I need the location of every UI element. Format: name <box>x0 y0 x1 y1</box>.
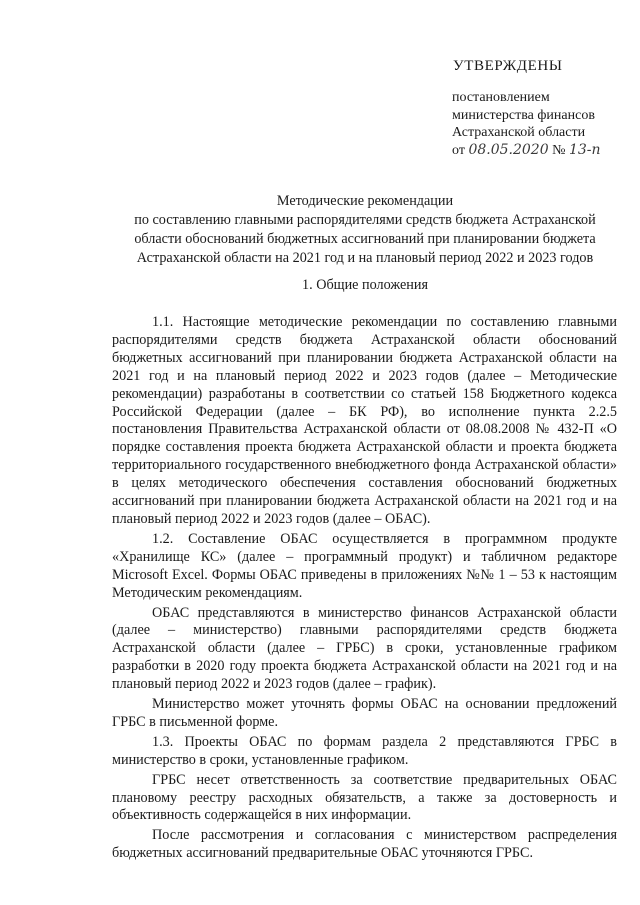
section-heading: 1. Общие положения <box>302 277 428 293</box>
title-line-4: Астраханской области на 2021 год и на плановый период 2022 и 2023 годов <box>136 250 594 266</box>
sig-prefix: от <box>452 142 465 158</box>
approval-line-1: постановлением <box>452 90 550 105</box>
approval-block <box>452 58 632 159</box>
paragraph-1-1: 1.1. Настоящие методические рекомендации по составлению главными распорядителями средств бюджета Астраханской области обоснований бюджетных ассигнований при планировании бюджета Астраханской области на 2021 год и на плановый период 2022 и 2023 годов (далее – Методические рекомендации) разработаны в соответствии со статьей 158 Бюджетного кодекса Российской Федерации (далее – БК РФ), во исполнение пункта 2.2.5 постановления Правительства Астраханской области от 08.08.2008 № 432-П «О порядке составления проекта бюджета Астраханской области и проекта бюджета территориального государственного внебюджетного фонда Астраханской области» в целях методического обеспечения составления обоснований бюджетных ассигнований при планировании бюджета Астраханской области на 2021 год и на плановый период 2022 и 2023 годов (далее – ОБАС). <box>112 314 617 527</box>
paragraph-grbs-responsibility: ГРБС несет ответственность за соответствие предварительных ОБАС плановому реестру расходных обязательств, а также за достоверность и объективность содержащейся в них информации. <box>112 771 617 824</box>
approval-signature-line <box>452 142 632 160</box>
paragraph-ministry-forms: Министерство может уточнять формы ОБАС на основании предложений ГРБС в письменной форме. <box>112 696 617 730</box>
paragraph-1-3: 1.3. Проекты ОБАС по формам раздела 2 представляются ГРБС в министерство в сроки, установленные графиком. <box>112 733 617 768</box>
handwritten-number: 13-п <box>568 141 601 158</box>
approval-line-3: Астраханской области <box>452 125 586 140</box>
handwritten-date: 08.05.2020 <box>468 141 549 158</box>
paragraph-after-review: После рассмотрения и согласования с министерством распределения бюджетных ассигнований предварительные ОБАС уточняются ГРБС. <box>112 827 617 862</box>
sig-number-label: № <box>552 142 566 158</box>
paragraph-obas-submission: ОБАС представляются в министерство финансов Астраханской области (далее – министерство) главными распорядителями средств бюджета Астраханской области (далее – ГРБС) в сроки, установленные графиком разработки в 2020 году проекта бюджета Астраханской области на 2021 год и на плановый период 2022 и 2023 годов (далее – график). <box>112 604 617 693</box>
title-line-2: по составлению главными распорядителями средств бюджета Астраханской <box>134 212 596 228</box>
approval-heading: УТВЕРЖДЕНЫ <box>453 58 563 74</box>
document-body <box>112 314 617 863</box>
paragraph-1-2: 1.2. Составление ОБАС осуществляется в программном продукте «Хранилище КС» (далее – программный продукт) и табличном редакторе Microsoft Excel. Формы ОБАС приведены в приложениях №№ 1 – 53 к настоящим Методическим рекомендациям. <box>112 530 617 601</box>
title-line-1: Методические рекомендации <box>276 193 454 209</box>
title-line-3: области обоснований бюджетных ассигнований при планировании бюджета <box>134 231 596 247</box>
document-title <box>108 192 622 268</box>
approval-line-2: министерства финансов <box>452 107 595 123</box>
